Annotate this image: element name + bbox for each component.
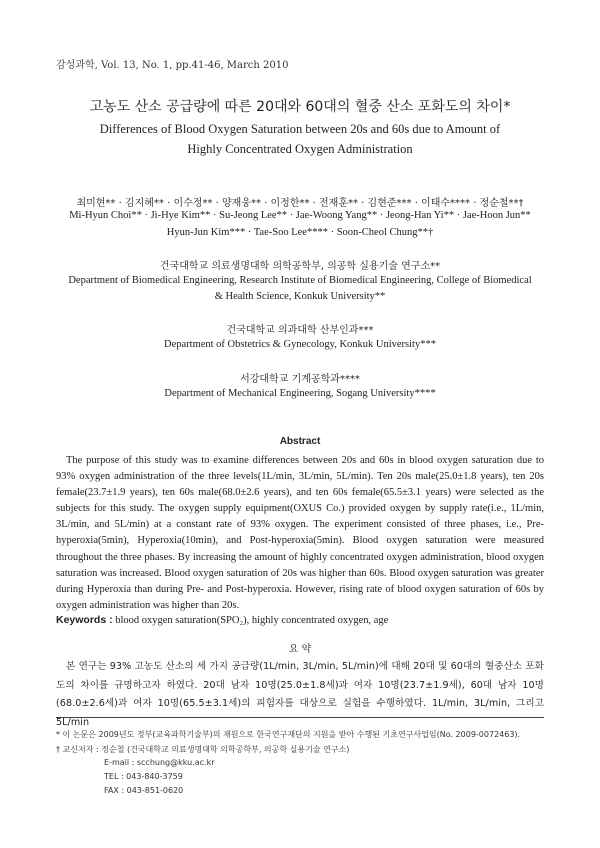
authors-english-line1: Mi-Hyun Choi** · Ji-Hye Kim** · Su-Jeong Lee** · Jae-Woong Yang** · Jeong-Han Yi** · Jae-Hoon Jun** — [69, 210, 531, 221]
keywords-label: Keywords : — [56, 614, 113, 626]
korean-abstract-text: 본 연구는 93% 고농도 산소의 세 가지 공급량(1L/min, 3L/min, 5L/min)에 대해 20대 및 60대의 혈중산소 포화도의 차이를 규명하고자 하였다. 20대 남자 10명(25.0±1.8세)과 여자 10명(23.7±1.9세), 60대 남자 10명(68.0±2.6세)과 여자 10명(65.5±3.1세)의 피험자를 대상으로 실험을 수행하였다. 1L/min, 3L/min, 그리고 5L/min — [56, 661, 544, 728]
footnote-email: E-mail : scchung@kku.ac.kr — [104, 758, 215, 767]
footnote-divider — [56, 717, 544, 718]
footnote-funding: * 이 논문은 2009년도 정부(교육과학기술부)의 재원으로 한국연구재단의 지원을 받아 수행된 기초연구사업임(No. 2009-0072463). — [56, 730, 521, 739]
journal-citation: 감성과학, Vol. 13, No. 1, pp.41-46, March 2010 — [56, 60, 289, 71]
affiliation3-korean: 서강대학교 기계공학과**** — [240, 374, 360, 385]
title-english-line2: Highly Concentrated Oxygen Administration — [187, 142, 413, 156]
title-korean: 고농도 산소 공급량에 따른 20대와 60대의 혈중 산소 포화도의 차이* — [89, 99, 511, 115]
affiliation3-english: Department of Mechanical Engineering, Sogang University**** — [164, 388, 436, 399]
korean-abstract-heading: 요 약 — [288, 644, 312, 655]
title-english-line1: Differences of Blood Oxygen Saturation between 20s and 60s due to Amount of — [99, 122, 501, 136]
authors-korean: 최미현** · 김지혜** · 이수정** · 양재웅** · 이정한** · 전재훈** · 김현준*** · 이태수**** · 정순철**† — [76, 198, 524, 209]
abstract-text: The purpose of this study was to examine differences between 20s and 60s in blood oxygen saturation due to 93% oxygen administration of the three levels(1L/min, 3L/min, 5L/min). Ten 20s male(25.0±1.8 years), ten 20s female(23.7±1.9 years), ten 60s male(68.0±2.6 years), and ten 60s female(65.5±3.1 years) were selected as the subjects for this study. The oxygen supply equipment(OXUS Co.) provided oxygen by supply rate(i.e., 1L/min, 3L/min, and 5L/min) at a constant rate of 93% oxygen. The experiment consisted of three phases, i.e., Pre-hyperoxia(5min), Hyperoxia(10min), and Post-hyperoxia(5min). Blood oxygen saturation were measured throughout the three phases. By increasing the amount of highly concentrated oxygen administration, blood oxygen saturation was increased. Blood oxygen saturation of 20s was higher than 60s. Blood oxygen saturation was greater during Hyperoxia than during Pre- and Post-hyperoxia. However, rising rate of blood oxygen saturation of 60s by oxygen administration was higher than 20s. — [56, 455, 544, 611]
footnote-tel: TEL : 043-840-3759 — [104, 772, 183, 781]
footnote-fax: FAX : 043-851-0620 — [104, 786, 184, 795]
abstract-heading: Abstract — [279, 436, 321, 447]
authors-english-line2: Hyun-Jun Kim*** · Tae-Soo Lee**** · Soon-Cheol Chung**† — [166, 227, 434, 238]
affiliation1-english-line1: Department of Biomedical Engineering, Research Institute of Biomedical Engineering, College of Biomedical — [68, 275, 532, 286]
affiliation2-korean: 건국대학교 의과대학 산부인과*** — [226, 325, 374, 336]
affiliation1-korean: 건국대학교 의료생명대학 의학공학부, 의공학 실용기술 연구소** — [159, 261, 441, 272]
affiliation2-english: Department of Obstetrics & Gynecology, Konkuk University*** — [164, 339, 436, 350]
footnote-corresponding-author: † 교신저자 : 정순철 (건국대학교 의료생명대학 의학공학부, 의공학 실용기술 연구소) — [56, 745, 350, 754]
affiliation1-english-line2: & Health Science, Konkuk University** — [214, 291, 386, 302]
keywords — [56, 614, 544, 626]
keywords-text: blood oxygen saturation(SPO₂), highly concentrated oxygen, age — [112, 615, 389, 626]
